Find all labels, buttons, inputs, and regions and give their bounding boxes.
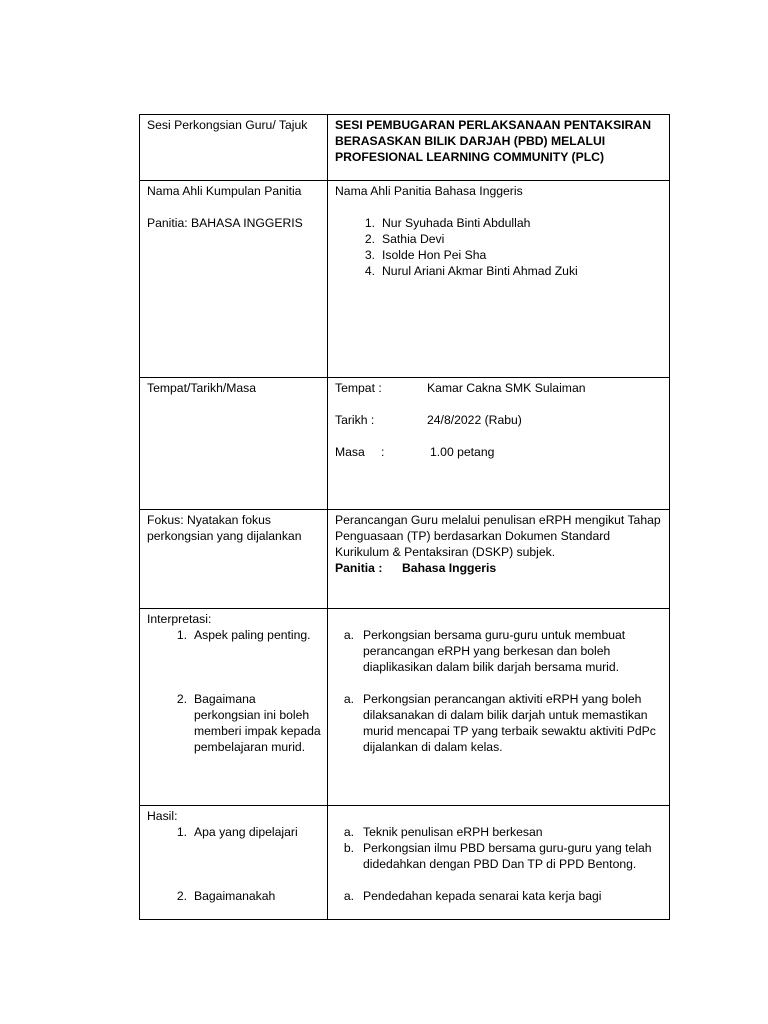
row-label: Sesi Perkongsian Guru/ Tajuk bbox=[147, 118, 308, 132]
panitia-label: Panitia: BAHASA INGGERIS bbox=[147, 216, 303, 230]
focus-text: Perancangan Guru melalui penulisan eRPH mengikut Tahap Penguasaan (TP) berdasarkan Dokumen Standard Kurikulum & Pentaksiran (DSKP) subjek. bbox=[335, 513, 661, 559]
row-label: Interpretasi: bbox=[147, 612, 212, 626]
table-row-title bbox=[140, 115, 670, 181]
label-cell bbox=[140, 181, 328, 378]
list-item: 1. Apa yang dipelajari bbox=[176, 825, 298, 839]
table-row-members bbox=[140, 181, 670, 378]
list-item: a. Perkongsian bersama guru-guru untuk membuat perancangan eRPH yang berkesan dan boleh diaplikasikan dalam bilik darjah bersama murid. bbox=[343, 628, 626, 674]
row-label: Fokus: Nyatakan fokus perkongsian yang dijalankan bbox=[147, 513, 302, 543]
list-item: b. Perkongsian ilmu PBD bersama guru-guru yang telah didedahkan dengan PBD Dan TP di PPD Bentong. bbox=[343, 841, 652, 871]
table-row-results bbox=[140, 806, 670, 920]
content-cell bbox=[328, 181, 670, 378]
list-item: 4. Nurul Ariani Akmar Binti Ahmad Zuki bbox=[364, 264, 578, 278]
label-cell bbox=[140, 806, 328, 920]
time-line: Masa : 1.00 petang bbox=[335, 445, 495, 459]
content-cell bbox=[328, 806, 670, 920]
table-row-focus bbox=[140, 510, 670, 609]
list-item: a. Pendedahan kepada senarai kata kerja bagi bbox=[343, 889, 602, 903]
content-cell bbox=[328, 115, 670, 181]
list-item: 2. Bagaimanakah bbox=[176, 889, 276, 903]
row-label: Hasil: bbox=[147, 809, 178, 823]
panitia-line: Panitia : Bahasa Inggeris bbox=[335, 561, 497, 575]
content-cell bbox=[328, 609, 670, 806]
table-row-interpretation bbox=[140, 609, 670, 806]
date-line: Tarikh : 24/8/2022 (Rabu) bbox=[335, 413, 522, 427]
content-cell bbox=[328, 510, 670, 609]
label-cell bbox=[140, 510, 328, 609]
list-item: a. Teknik penulisan eRPH berkesan bbox=[343, 825, 543, 839]
list-item: 3. Isolde Hon Pei Sha bbox=[364, 248, 487, 262]
members-heading: Nama Ahli Panitia Bahasa Inggeris bbox=[335, 184, 523, 198]
label-cell bbox=[140, 115, 328, 181]
venue-line: Tempat : Kamar Cakna SMK Sulaiman bbox=[335, 381, 586, 395]
list-item: 1. Aspek paling penting. bbox=[176, 628, 311, 642]
plc-report-table bbox=[139, 114, 670, 920]
row-label: Nama Ahli Kumpulan Panitia bbox=[147, 184, 302, 198]
table-row-venue bbox=[140, 378, 670, 510]
content-cell bbox=[328, 378, 670, 510]
session-title: SESI PEMBUGARAN PERLAKSANAAN PENTAKSIRAN BERASASKAN BILIK DARJAH (PBD) MELALUI PROFESIONAL LEARNING COMMUNITY (PLC) bbox=[335, 118, 651, 164]
list-item: a. Perkongsian perancangan aktiviti eRPH yang boleh dilaksanakan di dalam bilik darjah untuk memastikan murid mencapai TP yang terbaik sewaktu aktiviti PdPc dijalankan di dalam kelas. bbox=[343, 692, 656, 754]
list-item: 1. Nur Syuhada Binti Abdullah bbox=[364, 216, 531, 230]
label-cell bbox=[140, 609, 328, 806]
label-cell bbox=[140, 378, 328, 510]
list-item: 2. Sathia Devi bbox=[364, 232, 445, 246]
list-item: 2. Bagaimana perkongsian ini boleh memberi impak kepada pembelajaran murid. bbox=[176, 692, 321, 754]
row-label: Tempat/Tarikh/Masa bbox=[147, 381, 257, 395]
